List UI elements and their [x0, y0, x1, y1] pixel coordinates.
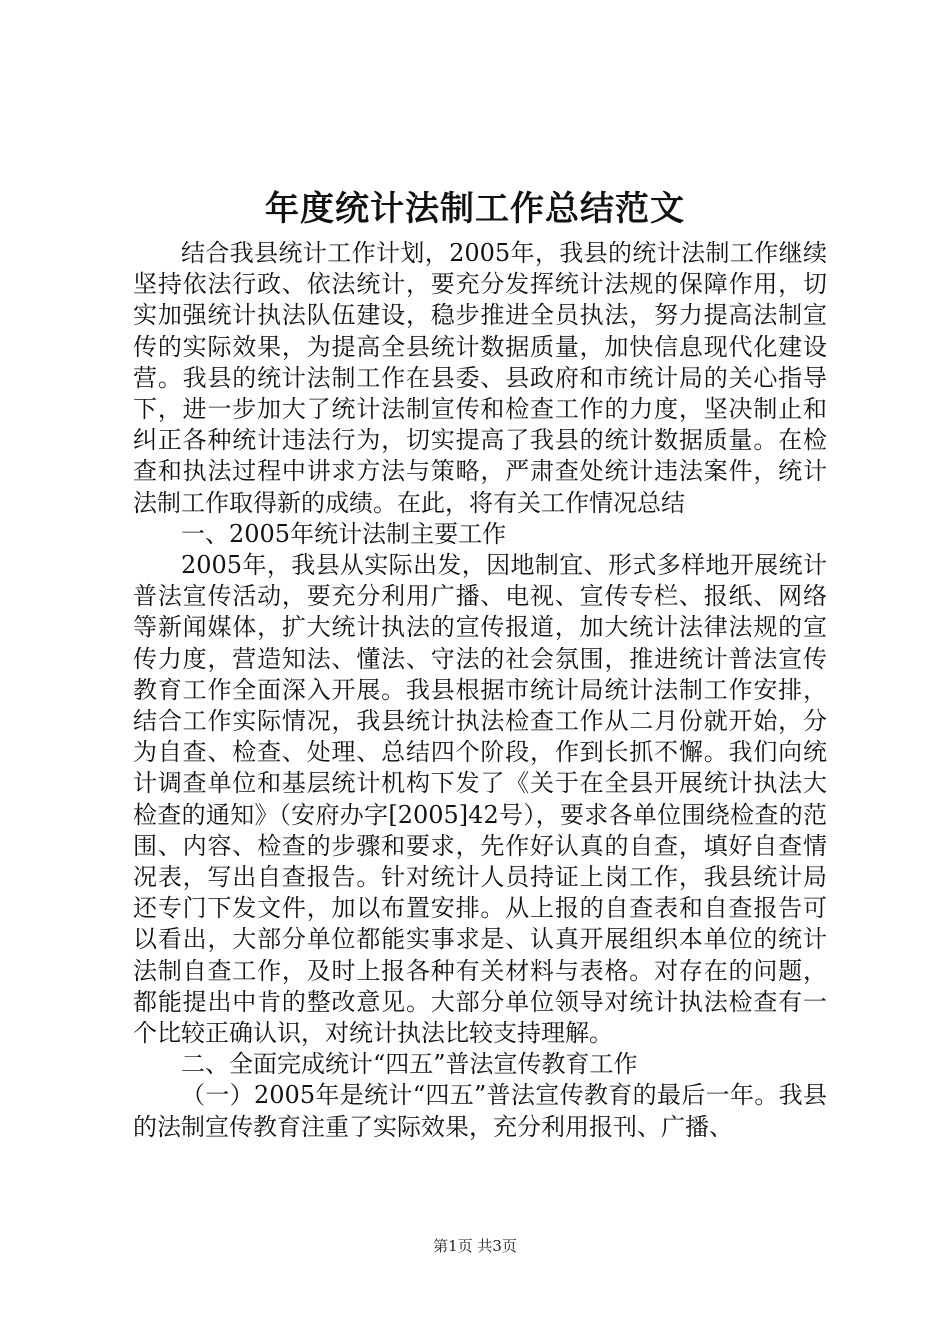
paragraph-intro: 结合我县统计工作计划，2005年，我县的统计法制工作继续坚持依法行政、依法统计，要充分发挥统计法规的保障作用，切实加强统计执法队伍建设，稳步推进全员执法，努力提高法制宣传的实际效果，为提高全县统计数据质量，加快信息现代化建设营。我县的统计法制工作在县委、县政府和市统计局的关心指导下，进一步加大了统计法制宣传和检查工作的力度，坚决制止和纠正各种统计违法行为，切实提高了我县的统计数据质量。在检查和执法过程中讲求方法与策略，严肃查处统计违法案件，统计法制工作取得新的成绩。在此，将有关工作情况总结 [133, 239, 827, 517]
section-heading-1: 一、2005年统计法制主要工作 [181, 519, 507, 548]
document-title: 年度统计法制工作总结范文 [265, 189, 685, 229]
paragraph-subsection-1: （一）2005年是统计“四五”普法宣传教育的最后一年。我县的法制宣传教育注重了实际效果，充分利用报刊、广播、 [133, 1081, 827, 1141]
document-body [133, 238, 827, 1143]
paragraph-section-1: 2005年，我县从实际出发，因地制宜、形式多样地开展统计普法宣传活动，要充分利用广播、电视、宣传专栏、报纸、网络等新闻媒体，扩大统计执法的宣传报道，加大统计法律法规的宣传力度，营造知法、懂法、守法的社会氛围，推进统计普法宣传教育工作全面深入开展。我县根据市统计局统计法制工作安排，结合工作实际情况，我县统计执法检查工作从二月份就开始，分为自查、检查、处理、总结四个阶段，作到长抓不懈。我们向统计调查单位和基层统计机构下发了《关于在全县开展统计执法大检查的通知》（安府办字[2005]42号），要求各单位围绕检查的范围、内容、检查的步骤和要求，先作好认真的自查，填好自查情况表，写出自查报告。针对统计人员持证上岗工作，我县统计局还专门下发文件，加以布置安排。从上报的自查表和自查报告可以看出，大部分单位都能实事求是、认真开展组织本单位的统计法制自查工作，及时上报各种有关材料与表格。对存在的问题，都能提出中肯的整改意见。大部分单位领导对统计执法检查有一个比较正确认识，对统计执法比较支持理解。 [133, 551, 827, 1048]
page-footer: 第1页 共3页 [433, 1237, 517, 1255]
section-heading-2: 二、全面完成统计“四五”普法宣传教育工作 [181, 1050, 638, 1079]
